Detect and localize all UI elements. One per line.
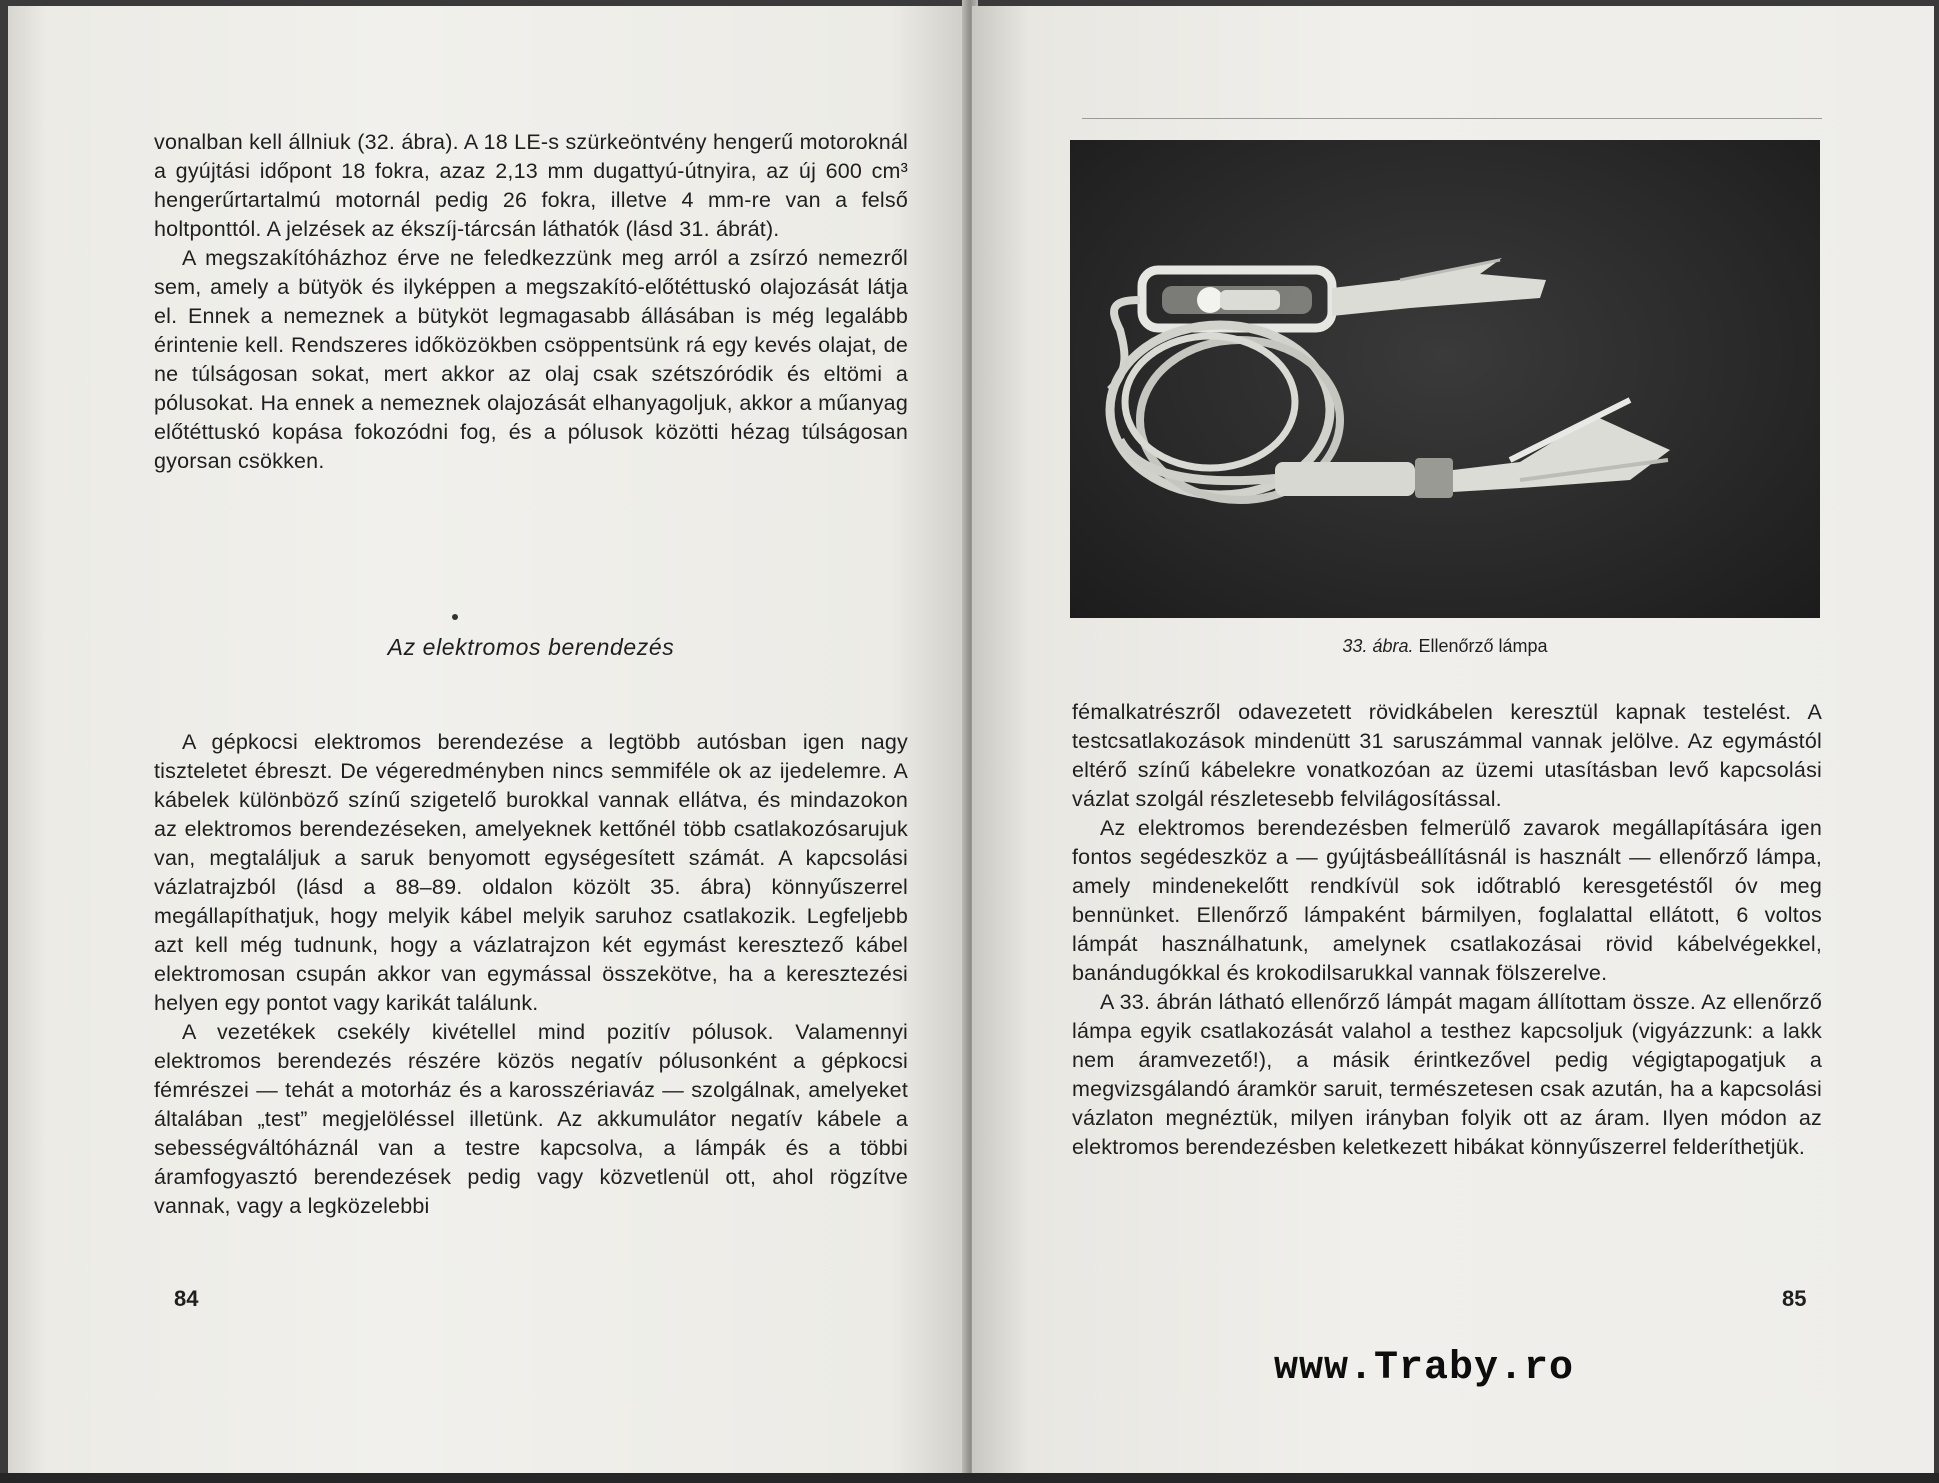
paragraph: A gépkocsi elektromos berendezése a legtöbb autósban igen nagy tiszteletet ébreszt. De végeredményben nincs semmiféle ok az ijedelemre. A kábelek különböző színű szigetelő burokkal vannak ellátva, és mindazokon az elektromos berendezéseken, amelyeknek kettőnél több csatlakozósarujuk van, megtaláljuk a saruk benyomott egységesített számát. A kapcsolási vázlatrajzból (lásd a 88–89. oldalon közölt 35. ábra) könnyűszerrel megállapíthatjuk, hogy melyik kábel melyik saruhoz csatlakozik. Legfeljebb azt kell még tudnunk, hogy a vázlatrajzon két egymást keresztező kábel elektromosan csupán akkor van egymással összekötve, ha a keresztezési helyen egy pontot vagy karikát találunk. [154,730,908,1015]
left-page-text-bottom [154,728,908,1221]
figure-caption [1070,636,1820,657]
left-page-text-top [154,128,908,476]
scan-bottom-edge [0,1473,1939,1483]
paragraph: A 33. ábrán látható ellenőrző lámpát magam állítottam össze. Az ellenőrző lámpa egyik csatlakozását valahol a testhez kapcsoljuk (vigyázzunk: a lakk nem áramvezető!), a másik érintkezővel pedig végigtapogatjuk a megvizsgálandó áramkör saruit, természetesen csak azután, ha a kapcsolási vázlaton megnéztük, milyen irányban folyik ott az áram. Ilyen módon az elektromos berendezésben keletkezett hibákat könnyűszerrel felderíthetjük. [1072,990,1822,1159]
figure-caption-number: 33. ábra. [1342,636,1414,656]
right-page [972,6,1934,1473]
section-ornament [452,614,458,620]
test-lamp-illustration [1070,140,1820,618]
figure-photo-test-lamp [1070,140,1820,618]
left-page [8,6,968,1473]
paragraph: vonalban kell állniuk (32. ábra). A 18 LE-s szürkeöntvény hengerű motoroknál a gyújtási időpont 18 fokra, azaz 2,13 mm dugattyú-útnyira, az új 600 cm³ hengerűrtartalmú motornál pedig 26 fokra, illetve 4 mm-re van a felső holtponttól. A jelzések az ékszíj-tárcsán láthatók (lásd 31. ábrát). [154,130,908,241]
website-watermark: www.Traby.ro [1274,1346,1575,1391]
section-heading: Az elektromos berendezés [387,634,675,660]
figure-caption-text: Ellenőrző lámpa [1418,636,1548,656]
top-rule [1082,118,1822,119]
paragraph: A megszakítóházhoz érve ne feledkezzünk meg arról a zsírzó nemezről sem, amely a bütyök és ilyképpen a megszakító-előtéttuskó olajozását látja el. Ennek a nemeznek a bütyköt legmagasabb állásában is még legalább érintenie kell. Rendszeres időközökben csöppentsünk rá egy kevés olajat, de ne túlságosan sokat, mert akkor az olaj csak szétszóródik és eltömi a pólusokat. Ha ennek a nemeznek olajozását elhanyagoljuk, akkor a műanyag előtéttuskó kopása fokozódni fog, és a pólusok közötti hézag túlságosan gyorsan csökken. [154,246,908,473]
page-number-right: 85 [1782,1286,1807,1311]
right-page-text [1072,698,1822,1162]
page-number-left: 84 [174,1286,199,1311]
paragraph: A vezetékek csekély kivétellel mind pozitív pólusok. Valamennyi elektromos berendezés részére közös negatív pólusonként a gépkocsi fémrészei — tehát a motorház és a karosszériaváz — szolgálnak, amelyeket általában „test” megjelöléssel illetünk. Az akkumulátor negatív kábele a sebességváltóháznál van a testre kapcsolva, a lámpák és a többi áramfogyasztó berendezések pedig vagy közvetlenül ott, ahol rögzítve vannak, vagy a legközelebbi [154,1020,908,1218]
paragraph: Az elektromos berendezésben felmerülő zavarok megállapítására igen fontos segédeszköz a — gyújtásbeállításnál is használt — ellenőrző lámpa, amely mindenekelőtt rendkívül sok időtrabló keresgetéstől óv meg bennünket. Ellenőrző lámpaként bármilyen, foglalattal ellátott, 6 voltos lámpát használhatunk, amelynek csatlakozásai rövid kábelvégekkel, banándugókkal és krokodilsarukkal vannak fölszerelve. [1072,816,1822,985]
paragraph: fémalkatrészről odavezetett rövidkábelen keresztül kapnak testelést. A testcsatlakozások mindenütt 31 saruszámmal vannak jelölve. Az egymástól eltérő színű kábelekre vonatkozóan az üzemi utasításban levő kapcsolási vázlat szolgál részletesebb felvilágosítással. [1072,700,1822,811]
